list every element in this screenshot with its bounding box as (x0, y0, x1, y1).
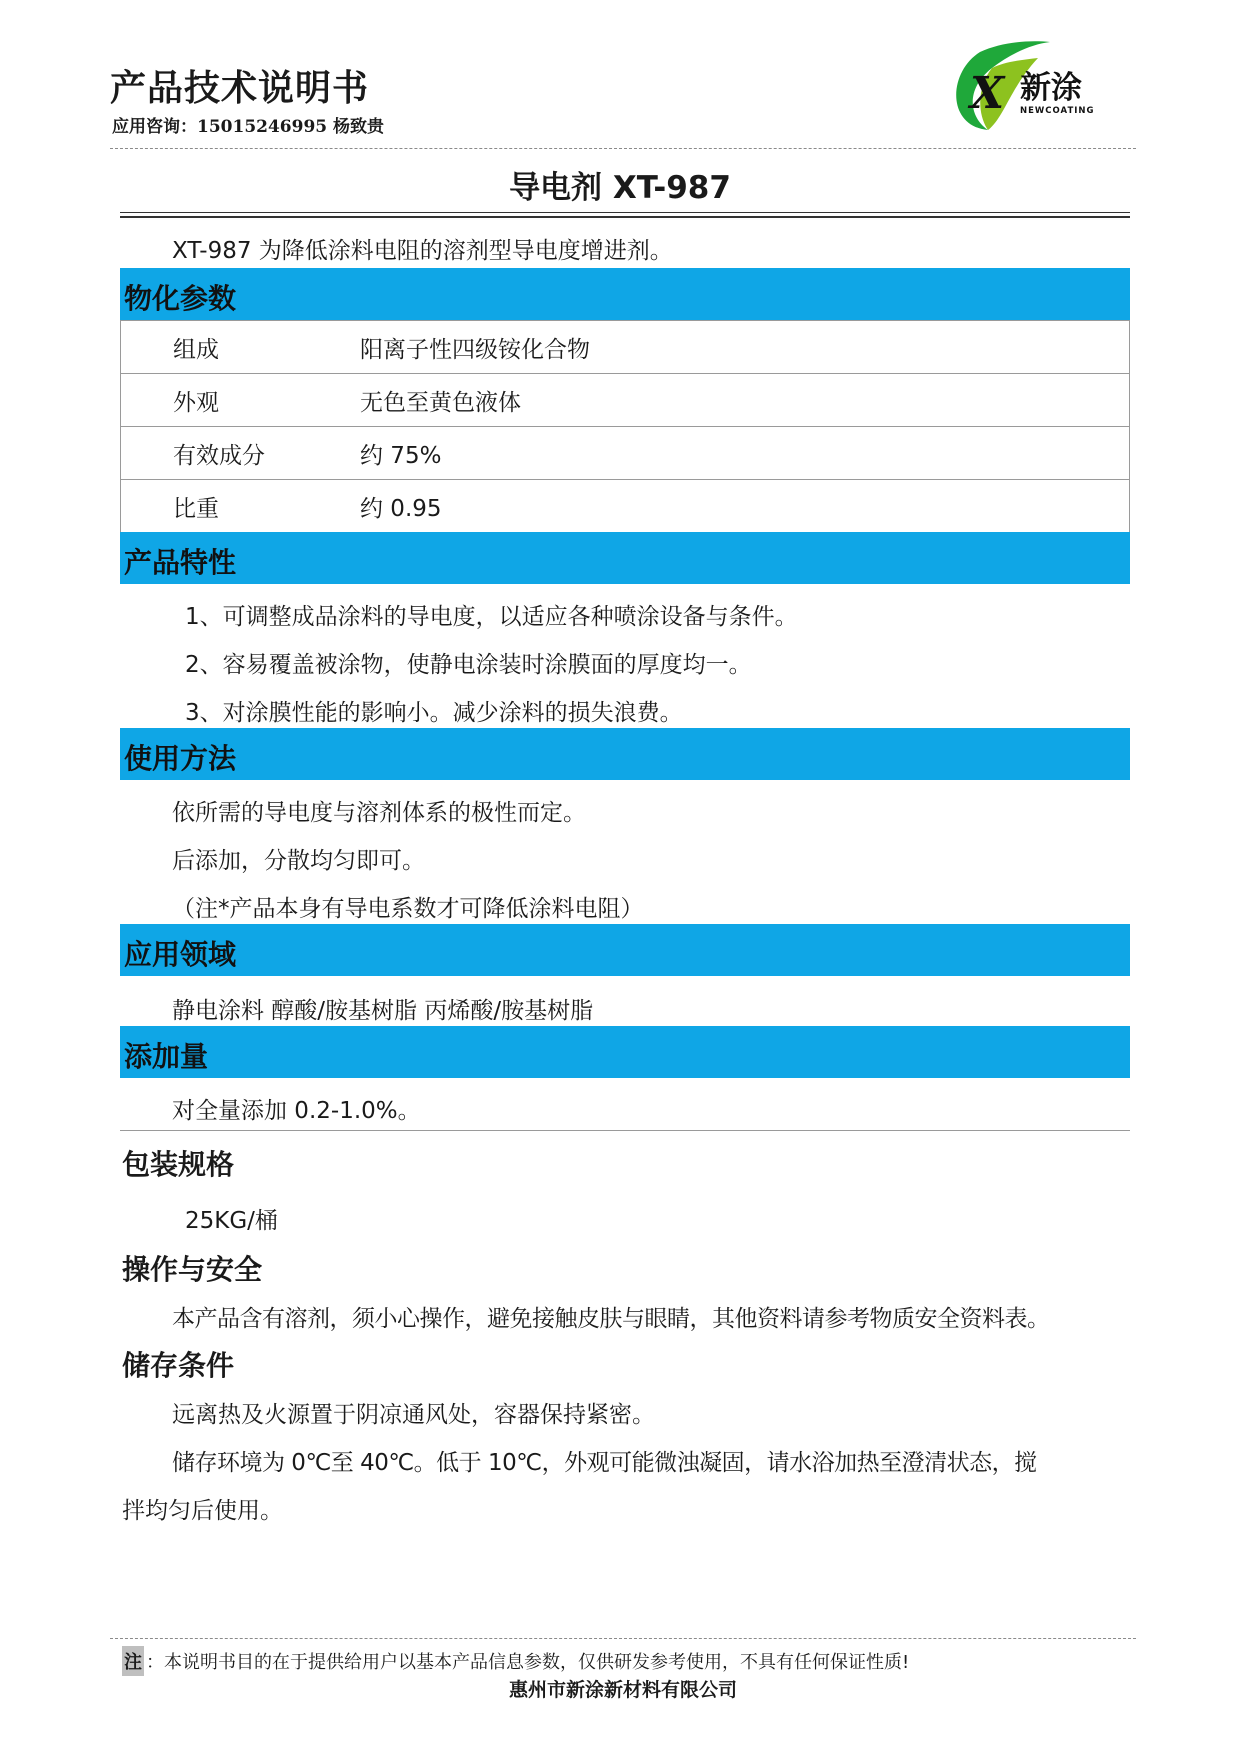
contact-line: 应用咨询：15015246995 杨致贵 (112, 117, 385, 137)
section-band-physchem (120, 268, 1130, 320)
title-rule-thick (120, 216, 1130, 218)
storage-line: 拌均匀后使用。 (122, 1498, 283, 1524)
intro-text: XT-987 为降低涂料电阻的溶剂型导电度增进剂。 (172, 238, 673, 264)
storage-line: 储存环境为 0℃至 40℃。低于 10℃，外观可能微浊凝固，请水浴加热至澄清状态，搅 (172, 1450, 1037, 1476)
product-title: 导电剂 XT-987 (509, 170, 731, 206)
company-logo (940, 38, 1120, 143)
section-heading: 使用方法 (124, 742, 237, 775)
footer-company: 惠州市新涂新材料有限公司 (508, 1679, 737, 1701)
list-item: 2、容易覆盖被涂物，使静电涂装时涂膜面的厚度均一。 (185, 652, 752, 678)
param-key: 有效成分 (121, 427, 361, 480)
usage-line: 依所需的导电度与溶剂体系的极性而定。 (172, 800, 586, 826)
dosage-rule (120, 1130, 1130, 1131)
usage-line: 后添加，分散均匀即可。 (172, 848, 425, 874)
param-key: 外观 (121, 374, 361, 427)
param-value: 阳离子性四级铵化合物 (360, 321, 1130, 374)
list-item: 1、可调整成品涂料的导电度，以适应各种喷涂设备与条件。 (185, 604, 798, 630)
usage-note: （注*产品本身有导电系数才可降低涂料电阻） (172, 896, 644, 922)
document-header-title: 产品技术说明书 (110, 68, 370, 109)
title-rule-thin (120, 212, 1130, 213)
logo-name-cn: 新涂 (1020, 70, 1082, 106)
dosage-text: 对全量添加 0.2-1.0%。 (172, 1098, 421, 1124)
section-heading: 产品特性 (124, 546, 237, 579)
section-band-usage (120, 728, 1130, 780)
header-divider (110, 148, 1136, 149)
table-row (121, 480, 1130, 533)
physchem-table (120, 320, 1130, 533)
logo-mark: X (970, 68, 1005, 119)
section-band-dosage (120, 1026, 1130, 1078)
section-band-application (120, 924, 1130, 976)
storage-line: 远离热及火源置于阴凉通风处，容器保持紧密。 (172, 1402, 655, 1428)
param-key: 比重 (121, 480, 361, 533)
param-key: 组成 (121, 321, 361, 374)
list-item: 3、对涂膜性能的影响小。减少涂料的损失浪费。 (185, 700, 683, 726)
note-text: ：本说明书目的在于提供给用户以基本产品信息参数，仅供研发参考使用，不具有任何保证性质! (146, 1652, 910, 1673)
footer-divider (110, 1638, 1136, 1639)
safety-text: 本产品含有溶剂，须小心操作，避免接触皮肤与眼睛，其他资料请参考物质安全资料表。 (172, 1306, 1050, 1332)
table-row (121, 427, 1130, 480)
param-value: 约 0.95 (360, 480, 1130, 533)
table-row (121, 321, 1130, 374)
footer-disclaimer (122, 1646, 909, 1676)
section-band-features (120, 532, 1130, 584)
note-label: 注 (122, 1646, 144, 1676)
logo-name-en: NEWCOATING (1020, 106, 1095, 116)
param-value: 约 75% (360, 427, 1130, 480)
param-value: 无色至黄色液体 (360, 374, 1130, 427)
storage-heading: 储存条件 (122, 1349, 235, 1382)
section-heading: 应用领域 (124, 938, 237, 971)
application-text: 静电涂料 醇酸/胺基树脂 丙烯酸/胺基树脂 (172, 998, 594, 1024)
packaging-text: 25KG/桶 (185, 1208, 278, 1234)
section-heading: 物化参数 (124, 282, 237, 315)
section-heading: 添加量 (124, 1040, 209, 1073)
table-row (121, 374, 1130, 427)
packaging-heading: 包装规格 (122, 1148, 235, 1181)
safety-heading: 操作与安全 (122, 1253, 263, 1286)
